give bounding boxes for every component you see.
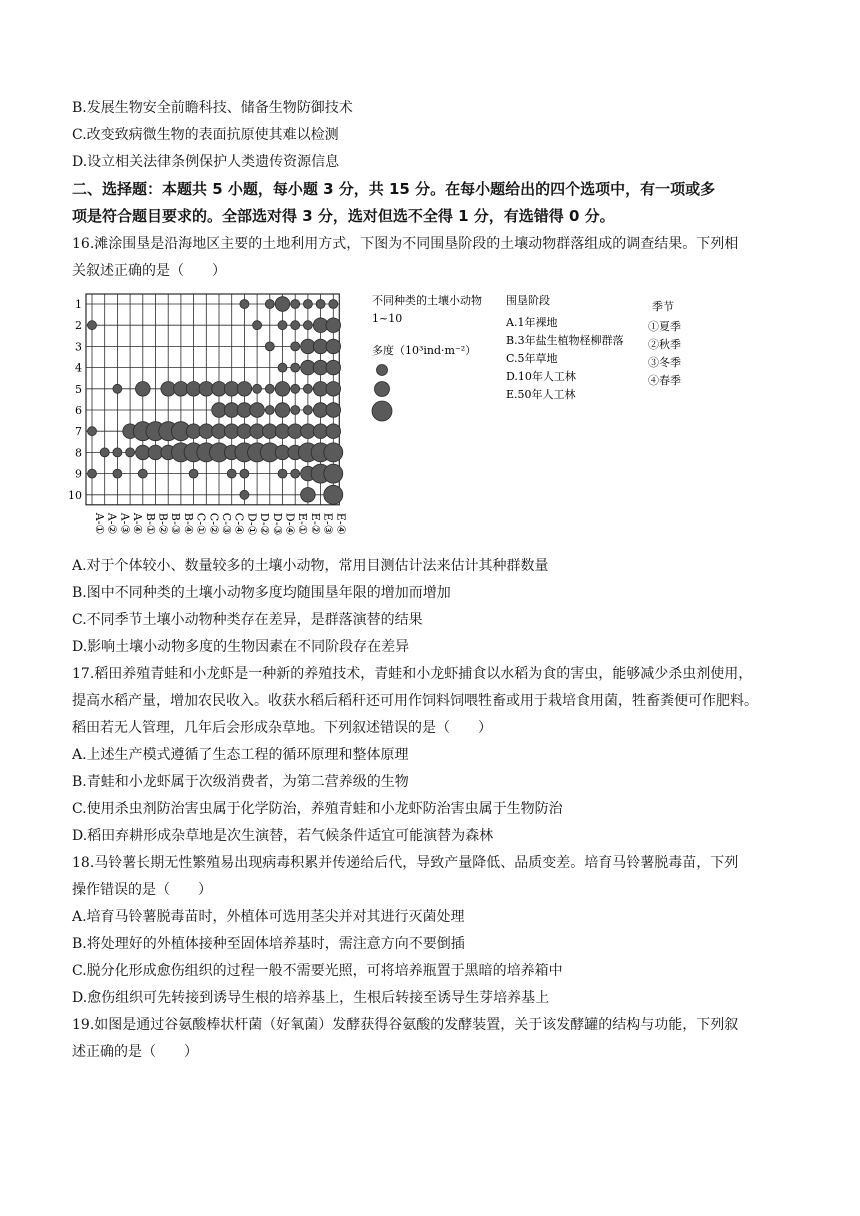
q16-stem-line2: 关叙述正确的是（ ） — [72, 263, 226, 279]
abundance-bubble — [113, 469, 122, 478]
y-tick-label: 4 — [75, 361, 82, 375]
legend-abundance-title: 多度（10³ind·m⁻²） — [372, 344, 477, 357]
legend-bubble-large — [372, 401, 392, 421]
abundance-bubble — [113, 448, 122, 457]
q18-stem-line1: 18.马铃薯长期无性繁殖易出现病毒积累并传递给后代，导致产量降低、品质变差。培育马铃薯脱毒苗，下列 — [72, 855, 739, 871]
x-tick-label: C-③ — [220, 512, 233, 535]
abundance-bubble — [303, 321, 312, 330]
x-tick-label: E-③ — [321, 512, 335, 535]
q19-stem-line1: 19.如图是通过谷氨酸棒状杆菌（好氧菌）发酵获得谷氨酸的发酵装置，关于该发酵罐的结构与功能，下列叙 — [72, 1017, 739, 1033]
y-tick-label: 10 — [68, 488, 82, 502]
abundance-bubble — [326, 382, 341, 397]
x-tick-label: E-④ — [334, 512, 348, 535]
soil-animal-figure — [68, 288, 712, 550]
abundance-bubble — [326, 403, 341, 418]
abundance-bubble — [303, 406, 312, 415]
legend-season-title: 季节 — [652, 300, 674, 313]
y-tick-label: 7 — [75, 425, 82, 439]
q17-stem-line3: 稻田若无人管理，几年后会形成杂草地。下列叙述错误的是（ ） — [72, 720, 492, 736]
section-heading-line1: 二、选择题：本题共 5 小题，每小题 3 分，共 15 分。在每小题给出的四个选项中，有一项或多 — [72, 180, 716, 198]
q19-stem-line2: 述正确的是（ ） — [72, 1044, 198, 1060]
abundance-bubble — [326, 360, 341, 375]
q17-stem-line1: 17.稻田养殖青蛙和小龙虾是一种新的养殖技术，青蛙和小龙虾捕食以水稻为食的害虫，能够减少杀虫剂使用， — [72, 666, 753, 682]
legend-stage-e: E.50年人工林 — [506, 388, 576, 401]
x-tick-label: A-③ — [118, 512, 132, 535]
x-tick-label: C-④ — [232, 512, 246, 535]
abundance-bubble — [326, 339, 341, 354]
abundance-bubble — [316, 300, 325, 309]
x-tick-label: D-③ — [270, 512, 284, 536]
abundance-bubble — [275, 403, 290, 418]
abundance-bubble — [326, 318, 341, 333]
legend-season-3: ③冬季 — [648, 356, 681, 369]
q15-option-d: D.设立相关法律条例保护人类遗传资源信息 — [72, 154, 340, 170]
abundance-bubble — [291, 384, 300, 393]
legend — [372, 293, 681, 421]
q18-option-b: B.将处理好的外植体接种至固体培养基时，需注意方向不要倒插 — [72, 936, 465, 952]
abundance-bubble — [240, 469, 249, 478]
q16-option-a: A.对于个体较小、数量较多的土壤小动物，常用目测估计法来估计其种群数量 — [72, 558, 549, 574]
q18-option-d: D.愈伤组织可先转接到诱导生根的培养基上，生根后转接至诱导生芽培养基上 — [72, 990, 550, 1006]
legend-stage-c: C.5年草地 — [506, 352, 558, 365]
abundance-bubble — [291, 469, 300, 478]
x-tick-label: D-② — [258, 512, 272, 536]
q18-stem-line2: 操作错误的是（ ） — [72, 882, 212, 898]
y-tick-label: 5 — [75, 382, 82, 396]
abundance-bubble — [324, 485, 343, 504]
abundance-bubble — [100, 448, 109, 457]
abundance-bubble — [291, 363, 300, 372]
x-tick-label: E-② — [308, 512, 322, 535]
q17-option-a: A.上述生产模式遵循了生态工程的循环原理和整体原理 — [72, 747, 409, 763]
x-tick-label: B-④ — [181, 512, 195, 535]
abundance-bubble — [329, 300, 338, 309]
q16-option-b: B.图中不同种类的土壤小动物多度均随围垦年限的增加而增加 — [72, 585, 451, 601]
q15-option-c: C.改变致病微生物的表面抗原使其难以检测 — [72, 127, 339, 143]
legend-stage-a: A.1年裸地 — [506, 316, 558, 329]
abundance-bubble — [88, 427, 97, 436]
abundance-bubble — [250, 403, 265, 418]
abundance-bubble — [126, 448, 135, 457]
abundance-bubble — [324, 464, 343, 483]
abundance-bubble — [275, 297, 290, 312]
y-tick-label: 8 — [75, 446, 82, 460]
x-tick-label: D-① — [245, 512, 259, 536]
abundance-bubble — [291, 342, 300, 351]
abundance-bubble — [138, 469, 147, 478]
abundance-bubble — [88, 469, 97, 478]
legend-species-range: 1~10 — [372, 312, 403, 325]
abundance-bubble — [278, 363, 287, 372]
legend-species-title: 不同种类的土壤小动物 — [372, 294, 482, 307]
abundance-bubble — [189, 469, 198, 478]
section-heading-line2: 项是符合题目要求的。全部选对得 3 分，选对但选不全得 1 分，有选错得 0 分。 — [72, 207, 615, 225]
abundance-bubble — [303, 300, 312, 309]
q17-stem-line2: 提高水稻产量，增加农民收入。收获水稻后稻秆还可用作饲料饲喂牲畜或用于栽培食用菌，牲畜粪便可作肥料。 — [72, 693, 758, 709]
abundance-bubble — [88, 321, 97, 330]
abundance-bubble — [291, 406, 300, 415]
abundance-bubble — [253, 321, 262, 330]
bubble-chart — [68, 288, 712, 550]
legend-season-4: ④春季 — [648, 374, 681, 387]
q16-stem-line1: 16.滩涂围垦是沿海地区主要的土地利用方式，下图为不同围垦阶段的土壤动物群落组成的调查结果。下列相 — [72, 236, 739, 252]
q18-option-c: C.脱分化形成愈伤组织的过程一般不需要光照，可将培养瓶置于黑暗的培养箱中 — [72, 963, 563, 979]
legend-season-1: ①夏季 — [648, 320, 681, 333]
abundance-bubble — [265, 384, 274, 393]
abundance-bubble — [253, 384, 262, 393]
x-tick-label: B-③ — [169, 512, 183, 535]
abundance-bubble — [278, 469, 287, 478]
x-tick-label: B-② — [156, 512, 170, 535]
legend-stage-d: D.10年人工林 — [506, 370, 576, 383]
q17-option-d: D.稻田弃耕形成杂草地是次生演替，若气候条件适宜可能演替为森林 — [72, 828, 494, 844]
abundance-bubble — [303, 384, 312, 393]
abundance-bubble — [301, 488, 316, 503]
x-tick-label: A-② — [105, 512, 119, 535]
x-tick-label: B-① — [143, 512, 157, 535]
legend-stage-title: 围垦阶段 — [506, 294, 550, 307]
legend-stage-b: B.3年盐生植物柽柳群落 — [506, 334, 624, 347]
abundance-bubble — [278, 321, 287, 330]
abundance-bubble — [291, 300, 300, 309]
q18-option-a: A.培育马铃薯脱毒苗时，外植体可选用茎尖并对其进行灭菌处理 — [72, 909, 465, 925]
abundance-bubble — [240, 490, 249, 499]
x-tick-label: E-① — [296, 512, 310, 535]
y-tick-label: 1 — [75, 298, 82, 311]
abundance-bubble — [227, 469, 236, 478]
abundance-bubble — [265, 342, 274, 351]
abundance-bubble — [275, 382, 290, 397]
q17-option-b: B.青蛙和小龙虾属于次级消费者，为第二营养级的生物 — [72, 774, 409, 790]
legend-season-2: ②秋季 — [648, 338, 681, 351]
x-tick-label: A-④ — [131, 512, 145, 535]
y-tick-label: 9 — [75, 467, 82, 481]
q16-option-c: C.不同季节土壤小动物种类存在差异，是群落演替的结果 — [72, 612, 423, 628]
x-tick-label: C-① — [194, 512, 208, 535]
x-tick-label: C-② — [207, 512, 221, 535]
y-axis-labels — [68, 298, 82, 502]
y-tick-label: 2 — [75, 319, 82, 333]
abundance-bubble — [113, 384, 122, 393]
abundance-bubble — [265, 300, 274, 309]
abundance-bubble — [265, 406, 274, 415]
q17-option-c: C.使用杀虫剂防治害虫属于化学防治，养殖青蛙和小龙虾防治害虫属于生物防治 — [72, 801, 563, 817]
abundance-bubble — [237, 382, 252, 397]
abundance-bubble — [291, 321, 300, 330]
x-axis-labels — [93, 512, 347, 536]
legend-bubble-small — [377, 365, 388, 376]
abundance-bubble — [240, 300, 249, 309]
chart-bubbles — [88, 297, 343, 505]
abundance-bubble — [326, 424, 341, 439]
x-tick-label: D-④ — [283, 512, 297, 536]
abundance-bubble — [324, 443, 343, 462]
q15-option-b: B.发展生物安全前瞻科技、储备生物防御技术 — [72, 100, 353, 116]
legend-bubble-medium — [375, 382, 390, 397]
abundance-bubble — [136, 382, 151, 397]
y-tick-label: 3 — [75, 340, 82, 354]
q16-option-d: D.影响土壤小动物多度的生物因素在不同阶段存在差异 — [72, 639, 410, 655]
x-tick-label: A-① — [93, 512, 106, 535]
y-tick-label: 6 — [75, 404, 82, 417]
